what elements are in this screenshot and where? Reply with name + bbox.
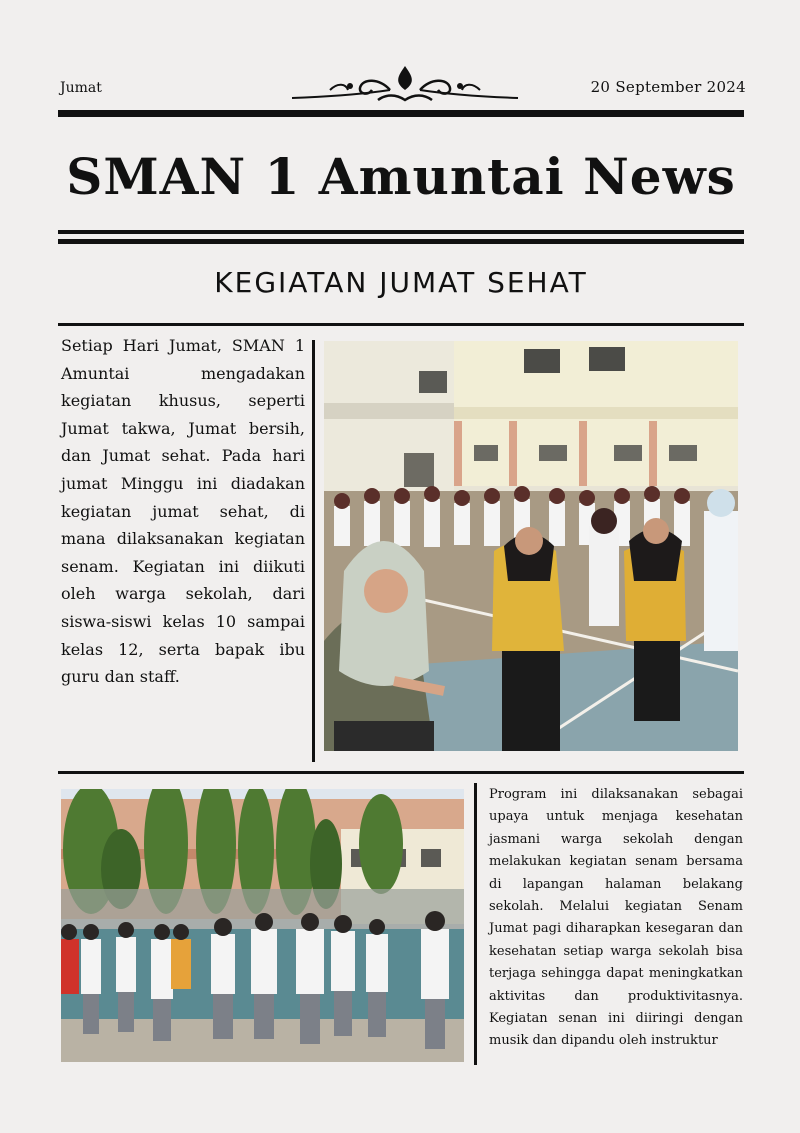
article-paragraph-2: Program ini dilaksanakan sebagai upaya untuk menjaga kesehatan jasmani warga sekolah dengan melakukan kegiatan senam bersama di lapangan halaman belakang sekolah. Melalui kegiatan Senam Jumat pagi diharapkan kesegaran dan kesehatan setiap warga sekolah bisa terjaga sehingga dapat meningkatkan aktivitas dan produktivitasnya. Kegiatan senan ini diiringi dengan musik dan dipandu oleh instruktur: [489, 787, 743, 1049]
column-divider: [312, 340, 315, 762]
masthead-rule-lower: [58, 239, 744, 244]
masthead-rule-upper: [58, 230, 744, 234]
issue-date: 20 September 2024: [590, 78, 746, 96]
headline-rule: [58, 323, 744, 326]
article-photo-students: [61, 789, 464, 1062]
section-rule: [58, 771, 744, 774]
article-headline: KEGIATAN JUMAT SEHAT: [214, 266, 588, 299]
column-divider-lower: [474, 783, 477, 1065]
ornament-icon: [290, 60, 520, 108]
masthead-title: SMAN 1 Amuntai News: [66, 147, 736, 206]
top-rule: [58, 110, 744, 117]
article-photo-teachers: [324, 341, 738, 751]
issue-day: Jumat: [60, 80, 102, 96]
article-paragraph-1: Setiap Hari Jumat, SMAN 1 Amuntai mengadakan kegiatan khusus, seperti Jumat takwa, Jumat bersih, dan Jumat sehat. Pada hari jumat Minggu ini diadakan kegiatan jumat sehat, di mana dilaksanakan kegiatan senam. Kegiatan ini diikuti oleh warga sekolah, dari siswa-siswi kelas 10 sampai kelas 12, serta bapak ibu guru dan staff.: [61, 336, 305, 687]
